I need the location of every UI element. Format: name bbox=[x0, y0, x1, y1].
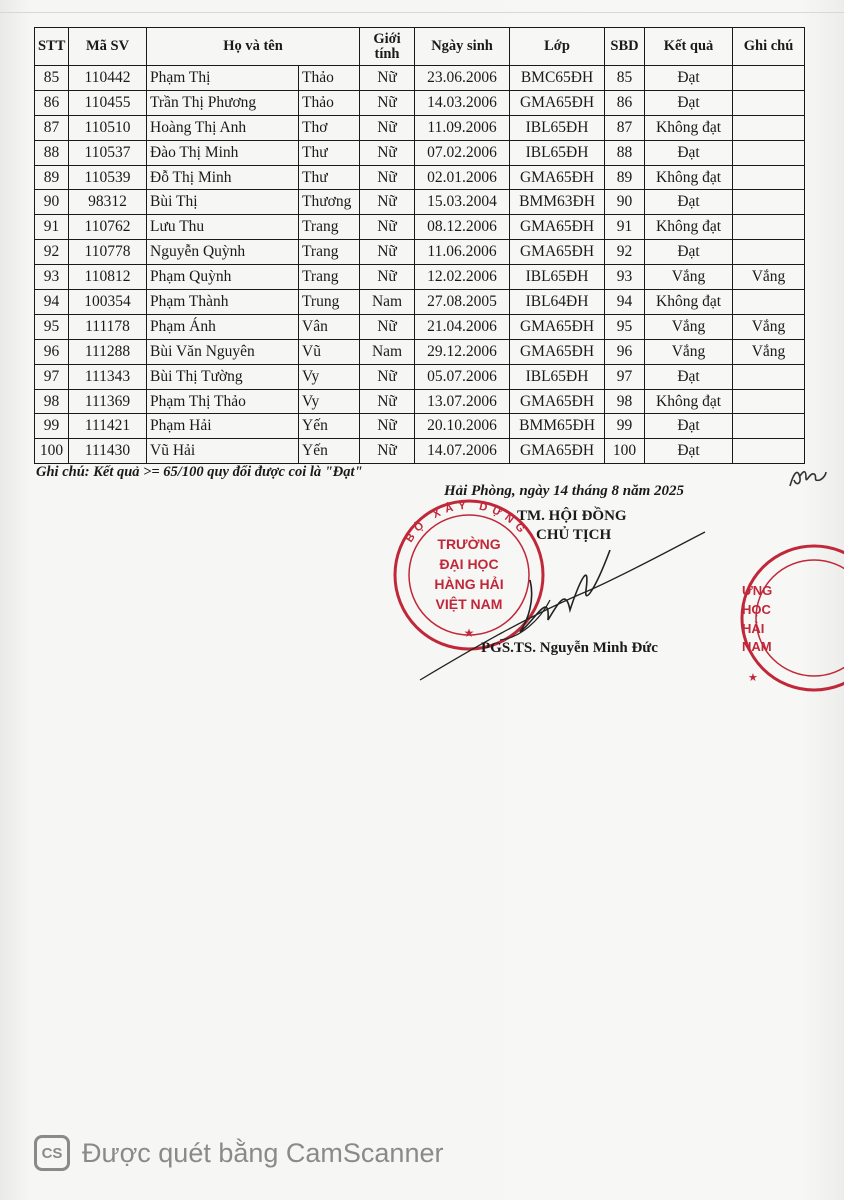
table-row bbox=[35, 364, 805, 389]
cell-given-name: Vân bbox=[299, 314, 360, 339]
cell-given-name: Thương bbox=[299, 190, 360, 215]
cell-given-name: Trang bbox=[299, 215, 360, 240]
cell-family-name: Lưu Thu bbox=[147, 215, 299, 240]
cell-remark bbox=[733, 414, 805, 439]
cell-result: Đạt bbox=[645, 364, 733, 389]
cell-remark bbox=[733, 165, 805, 190]
cell-birth-date: 02.01.2006 bbox=[415, 165, 510, 190]
cell-class: IBL64ĐH bbox=[510, 290, 605, 315]
camscanner-logo-icon: CS bbox=[34, 1135, 70, 1171]
cell-remark bbox=[733, 215, 805, 240]
cell-family-name: Phạm Hải bbox=[147, 414, 299, 439]
seal-star-icon: ★ bbox=[463, 626, 475, 640]
table-row bbox=[35, 414, 805, 439]
chair-title: CHỦ TỊCH bbox=[536, 527, 612, 543]
cell-student-id: 110812 bbox=[69, 265, 147, 290]
cell-given-name: Yến bbox=[299, 414, 360, 439]
cell-family-name: Phạm Thị bbox=[147, 66, 299, 91]
handwritten-signature bbox=[410, 520, 710, 700]
cell-result: Không đạt bbox=[645, 290, 733, 315]
seal-line-2: ĐẠI HỌC bbox=[439, 556, 499, 572]
partial-seal bbox=[738, 543, 844, 693]
cell-exam-number: 94 bbox=[605, 290, 645, 315]
seal-line-4: VIỆT NAM bbox=[435, 596, 503, 612]
cell-stt: 88 bbox=[35, 140, 69, 165]
cell-remark bbox=[733, 240, 805, 265]
cell-class: BMC65ĐH bbox=[510, 66, 605, 91]
cell-given-name: Vy bbox=[299, 389, 360, 414]
cell-family-name: Bùi Thị bbox=[147, 190, 299, 215]
seal-line-1: TRƯỜNG bbox=[437, 536, 501, 552]
cell-birth-date: 29.12.2006 bbox=[415, 339, 510, 364]
cell-class: GMA65ĐH bbox=[510, 389, 605, 414]
cell-stt: 96 bbox=[35, 339, 69, 364]
cell-class: IBL65ĐH bbox=[510, 115, 605, 140]
cell-stt: 99 bbox=[35, 414, 69, 439]
cell-class: GMA65ĐH bbox=[510, 240, 605, 265]
cell-birth-date: 14.03.2006 bbox=[415, 90, 510, 115]
cell-exam-number: 96 bbox=[605, 339, 645, 364]
cell-birth-date: 14.07.2006 bbox=[415, 439, 510, 464]
header-result: Kết quả bbox=[645, 28, 733, 66]
partial-seal-star-icon: ★ bbox=[748, 672, 758, 684]
cell-family-name: Hoàng Thị Anh bbox=[147, 115, 299, 140]
cell-student-id: 110762 bbox=[69, 215, 147, 240]
table-row bbox=[35, 240, 805, 265]
cell-stt: 87 bbox=[35, 115, 69, 140]
cell-given-name: Thơ bbox=[299, 115, 360, 140]
cell-family-name: Phạm Ánh bbox=[147, 314, 299, 339]
cell-stt: 95 bbox=[35, 314, 69, 339]
cell-student-id: 98312 bbox=[69, 190, 147, 215]
table-body bbox=[35, 66, 805, 464]
cell-class: BMM65ĐH bbox=[510, 414, 605, 439]
cell-family-name: Trần Thị Phương bbox=[147, 90, 299, 115]
cell-stt: 97 bbox=[35, 364, 69, 389]
cell-family-name: Phạm Thị Thảo bbox=[147, 389, 299, 414]
cell-student-id: 111430 bbox=[69, 439, 147, 464]
header-full-name: Họ và tên bbox=[147, 28, 360, 66]
cell-gender: Nữ bbox=[360, 90, 415, 115]
cell-result: Đạt bbox=[645, 414, 733, 439]
cell-class: IBL65ĐH bbox=[510, 140, 605, 165]
cell-stt: 98 bbox=[35, 389, 69, 414]
cell-birth-date: 07.02.2006 bbox=[415, 140, 510, 165]
cell-birth-date: 23.06.2006 bbox=[415, 66, 510, 91]
cell-birth-date: 15.03.2004 bbox=[415, 190, 510, 215]
cell-family-name: Phạm Quỳnh bbox=[147, 265, 299, 290]
cell-student-id: 111178 bbox=[69, 314, 147, 339]
cell-gender: Nữ bbox=[360, 314, 415, 339]
table-row bbox=[35, 439, 805, 464]
partial-seal-line-4: NAM bbox=[742, 639, 772, 654]
cell-stt: 86 bbox=[35, 90, 69, 115]
table-row bbox=[35, 190, 805, 215]
cell-result: Đạt bbox=[645, 90, 733, 115]
cell-result: Không đạt bbox=[645, 215, 733, 240]
cell-given-name: Thư bbox=[299, 165, 360, 190]
cell-gender: Nữ bbox=[360, 115, 415, 140]
cell-result: Không đạt bbox=[645, 115, 733, 140]
cell-family-name: Bùi Văn Nguyên bbox=[147, 339, 299, 364]
cell-remark bbox=[733, 364, 805, 389]
cell-gender: Nam bbox=[360, 290, 415, 315]
table-row bbox=[35, 389, 805, 414]
cell-gender: Nữ bbox=[360, 140, 415, 165]
header-remark: Ghi chú bbox=[733, 28, 805, 66]
cell-gender: Nữ bbox=[360, 439, 415, 464]
cell-result: Vắng bbox=[645, 339, 733, 364]
cell-gender: Nữ bbox=[360, 66, 415, 91]
place-date: Hải Phòng, ngày 14 tháng 8 năm 2025 bbox=[444, 483, 685, 499]
table-row bbox=[35, 115, 805, 140]
cell-class: IBL65ĐH bbox=[510, 364, 605, 389]
table-row bbox=[35, 314, 805, 339]
cell-student-id: 110539 bbox=[69, 165, 147, 190]
cell-birth-date: 27.08.2005 bbox=[415, 290, 510, 315]
cell-birth-date: 08.12.2006 bbox=[415, 215, 510, 240]
cell-birth-date: 12.02.2006 bbox=[415, 265, 510, 290]
cell-remark bbox=[733, 140, 805, 165]
cell-remark bbox=[733, 190, 805, 215]
cell-student-id: 111369 bbox=[69, 389, 147, 414]
cell-exam-number: 87 bbox=[605, 115, 645, 140]
initials-scribble-icon bbox=[788, 466, 828, 490]
cell-result: Đạt bbox=[645, 439, 733, 464]
cell-student-id: 111288 bbox=[69, 339, 147, 364]
cell-remark bbox=[733, 115, 805, 140]
cell-result: Không đạt bbox=[645, 389, 733, 414]
table-row bbox=[35, 90, 805, 115]
cell-stt: 93 bbox=[35, 265, 69, 290]
footnote: Ghi chú: Kết quả >= 65/100 quy đổi được coi là "Đạt" bbox=[36, 464, 363, 480]
cell-birth-date: 11.06.2006 bbox=[415, 240, 510, 265]
cell-student-id: 110442 bbox=[69, 66, 147, 91]
cell-family-name: Nguyễn Quỳnh bbox=[147, 240, 299, 265]
cell-given-name: Trung bbox=[299, 290, 360, 315]
cell-remark: Vắng bbox=[733, 265, 805, 290]
cell-student-id: 110778 bbox=[69, 240, 147, 265]
partial-seal-line-1: ƯNG bbox=[742, 583, 773, 598]
cell-birth-date: 11.09.2006 bbox=[415, 115, 510, 140]
cell-stt: 90 bbox=[35, 190, 69, 215]
signer-name: PGS.TS. Nguyễn Minh Đức bbox=[481, 640, 658, 656]
cell-result: Đạt bbox=[645, 66, 733, 91]
cell-gender: Nữ bbox=[360, 364, 415, 389]
cell-given-name: Thư bbox=[299, 140, 360, 165]
cell-student-id: 110455 bbox=[69, 90, 147, 115]
table-row bbox=[35, 165, 805, 190]
cell-remark bbox=[733, 439, 805, 464]
cell-stt: 89 bbox=[35, 165, 69, 190]
cell-student-id: 111343 bbox=[69, 364, 147, 389]
cell-remark bbox=[733, 290, 805, 315]
cell-given-name: Trang bbox=[299, 240, 360, 265]
cell-stt: 100 bbox=[35, 439, 69, 464]
cell-gender: Nữ bbox=[360, 265, 415, 290]
cell-result: Đạt bbox=[645, 140, 733, 165]
cell-result: Đạt bbox=[645, 240, 733, 265]
cell-family-name: Bùi Thị Tường bbox=[147, 364, 299, 389]
cell-exam-number: 88 bbox=[605, 140, 645, 165]
cell-family-name: Vũ Hải bbox=[147, 439, 299, 464]
results-table bbox=[34, 27, 805, 464]
cell-exam-number: 89 bbox=[605, 165, 645, 190]
cell-gender: Nữ bbox=[360, 215, 415, 240]
cell-stt: 85 bbox=[35, 66, 69, 91]
cell-class: GMA65ĐH bbox=[510, 339, 605, 364]
cell-class: GMA65ĐH bbox=[510, 314, 605, 339]
cell-given-name: Vy bbox=[299, 364, 360, 389]
cell-remark bbox=[733, 389, 805, 414]
cell-stt: 94 bbox=[35, 290, 69, 315]
table-row bbox=[35, 290, 805, 315]
cell-exam-number: 85 bbox=[605, 66, 645, 91]
cell-exam-number: 99 bbox=[605, 414, 645, 439]
cell-gender: Nữ bbox=[360, 240, 415, 265]
seal-ring-text: BỘ XÂY DỰNG bbox=[403, 499, 531, 545]
cell-class: GMA65ĐH bbox=[510, 90, 605, 115]
watermark-text: Được quét bằng CamScanner bbox=[82, 1137, 444, 1168]
cell-given-name: Yến bbox=[299, 439, 360, 464]
partial-seal-line-2: HỌC bbox=[742, 602, 771, 617]
cell-given-name: Vũ bbox=[299, 339, 360, 364]
cell-given-name: Thảo bbox=[299, 66, 360, 91]
cell-class: IBL65ĐH bbox=[510, 265, 605, 290]
cell-remark bbox=[733, 90, 805, 115]
cell-remark: Vắng bbox=[733, 314, 805, 339]
table-row bbox=[35, 140, 805, 165]
cell-student-id: 110537 bbox=[69, 140, 147, 165]
cell-student-id: 110510 bbox=[69, 115, 147, 140]
cell-given-name: Thảo bbox=[299, 90, 360, 115]
table-row bbox=[35, 339, 805, 364]
cell-exam-number: 90 bbox=[605, 190, 645, 215]
table-row bbox=[35, 215, 805, 240]
cell-birth-date: 20.10.2006 bbox=[415, 414, 510, 439]
header-gender: Giới tính bbox=[360, 28, 415, 66]
council-title: TM. HỘI ĐỒNG bbox=[517, 508, 627, 524]
cell-student-id: 111421 bbox=[69, 414, 147, 439]
cell-class: GMA65ĐH bbox=[510, 439, 605, 464]
header-birth-date: Ngày sinh bbox=[415, 28, 510, 66]
handwritten-initials bbox=[788, 466, 828, 496]
cell-result: Đạt bbox=[645, 190, 733, 215]
cell-gender: Nam bbox=[360, 339, 415, 364]
cell-remark bbox=[733, 66, 805, 91]
header-stt: STT bbox=[35, 28, 69, 66]
cell-result: Vắng bbox=[645, 314, 733, 339]
cell-gender: Nữ bbox=[360, 414, 415, 439]
cell-gender: Nữ bbox=[360, 190, 415, 215]
cell-class: GMA65ĐH bbox=[510, 165, 605, 190]
cell-result: Không đạt bbox=[645, 165, 733, 190]
scanner-watermark bbox=[34, 1133, 443, 1173]
cell-student-id: 100354 bbox=[69, 290, 147, 315]
cell-remark: Vắng bbox=[733, 339, 805, 364]
cell-birth-date: 13.07.2006 bbox=[415, 389, 510, 414]
header-student-id: Mã SV bbox=[69, 28, 147, 66]
header-row bbox=[35, 28, 805, 66]
cell-birth-date: 05.07.2006 bbox=[415, 364, 510, 389]
cell-family-name: Đỗ Thị Minh bbox=[147, 165, 299, 190]
table-row bbox=[35, 66, 805, 91]
cell-birth-date: 21.04.2006 bbox=[415, 314, 510, 339]
partial-seal-line-3: HẢI bbox=[742, 621, 765, 636]
cell-family-name: Đào Thị Minh bbox=[147, 140, 299, 165]
cell-exam-number: 100 bbox=[605, 439, 645, 464]
cell-exam-number: 93 bbox=[605, 265, 645, 290]
cell-exam-number: 91 bbox=[605, 215, 645, 240]
table-row bbox=[35, 265, 805, 290]
scan-artifact bbox=[0, 12, 844, 13]
cell-exam-number: 95 bbox=[605, 314, 645, 339]
header-class: Lớp bbox=[510, 28, 605, 66]
cell-family-name: Phạm Thành bbox=[147, 290, 299, 315]
cell-result: Vắng bbox=[645, 265, 733, 290]
cell-exam-number: 97 bbox=[605, 364, 645, 389]
cell-gender: Nữ bbox=[360, 389, 415, 414]
cell-exam-number: 98 bbox=[605, 389, 645, 414]
cell-exam-number: 86 bbox=[605, 90, 645, 115]
cell-class: GMA65ĐH bbox=[510, 215, 605, 240]
cell-stt: 92 bbox=[35, 240, 69, 265]
seal-line-3: HÀNG HẢI bbox=[434, 576, 504, 592]
cell-given-name: Trang bbox=[299, 265, 360, 290]
header-exam-number: SBD bbox=[605, 28, 645, 66]
cell-gender: Nữ bbox=[360, 165, 415, 190]
cell-exam-number: 92 bbox=[605, 240, 645, 265]
cell-class: BMM63ĐH bbox=[510, 190, 605, 215]
cell-stt: 91 bbox=[35, 215, 69, 240]
